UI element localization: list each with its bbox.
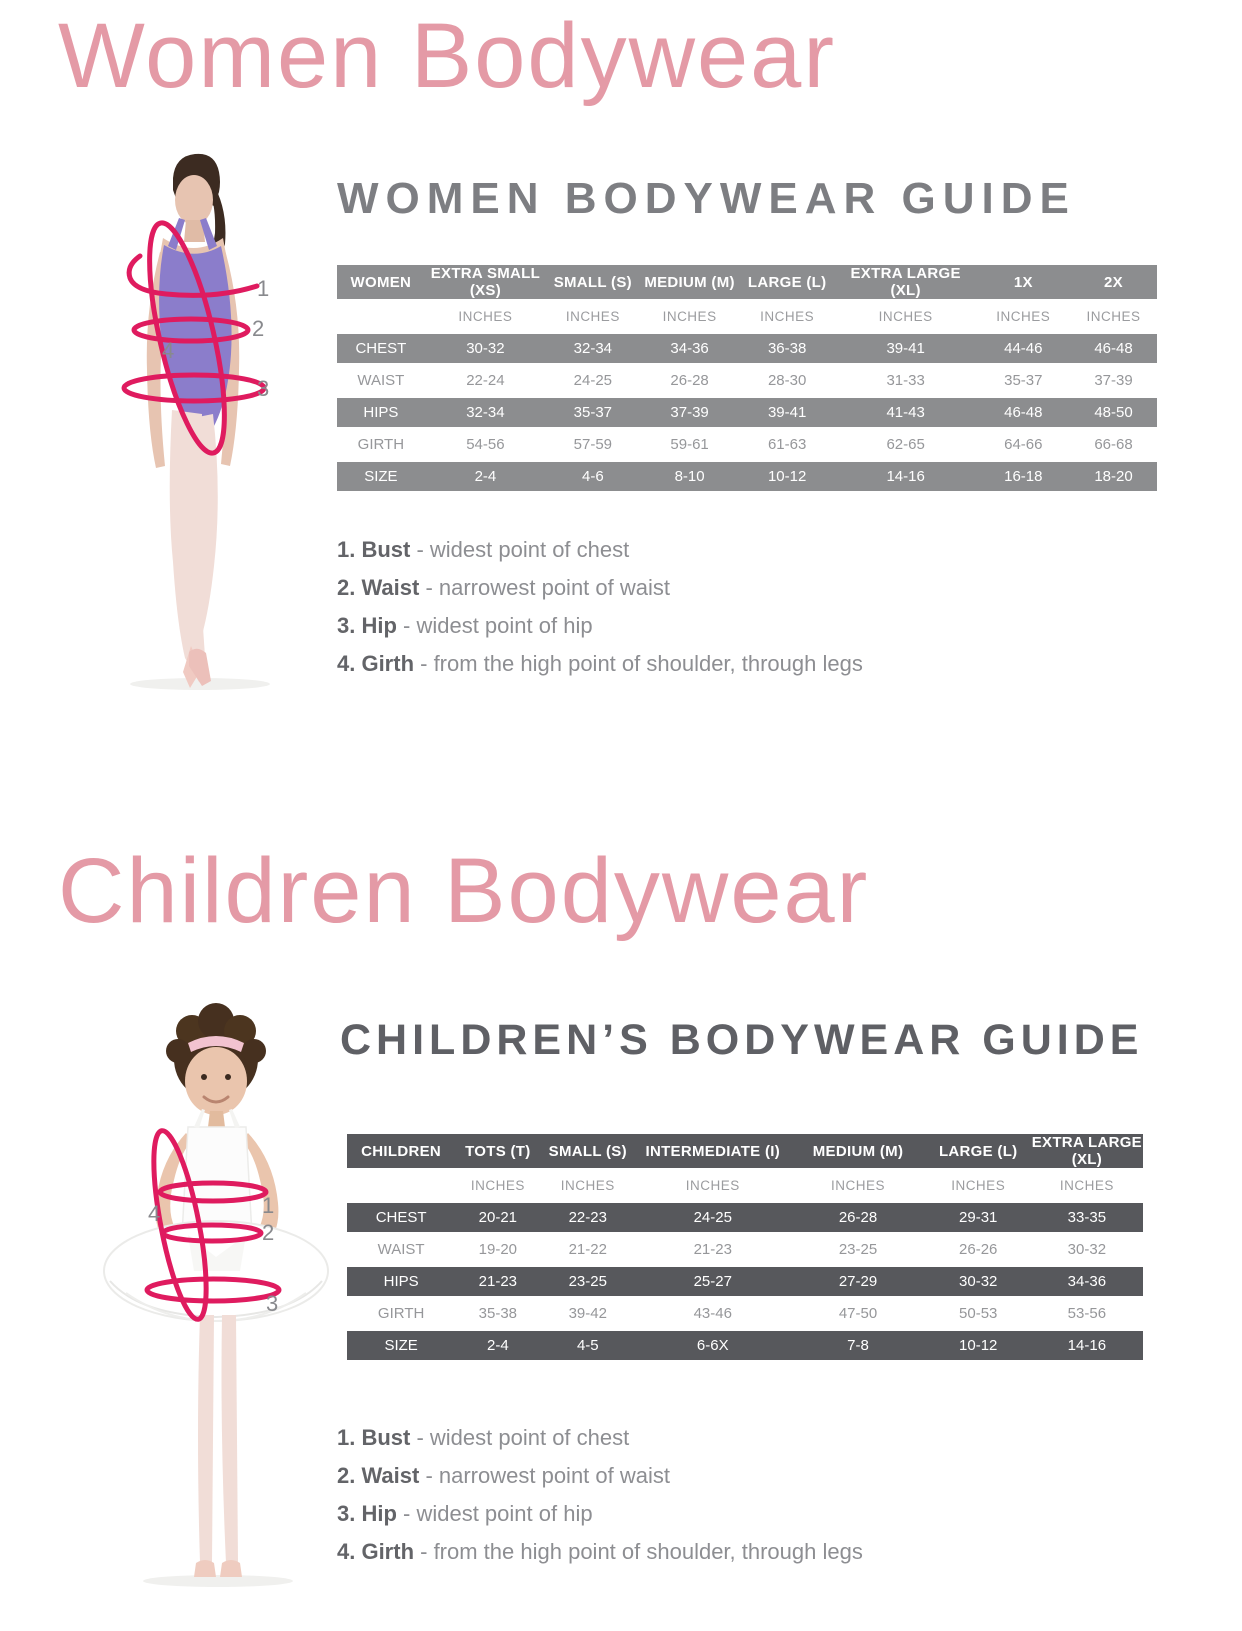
units-cell: INCHES: [635, 1171, 790, 1200]
units-cell: INCHES: [455, 1171, 540, 1200]
note-desc: - narrowest point of waist: [419, 575, 670, 600]
note-desc: - widest point of hip: [396, 613, 593, 638]
size-cell: 30-32: [926, 1267, 1031, 1296]
size-cell: 21-23: [635, 1235, 790, 1264]
size-cell: 29-31: [926, 1203, 1031, 1232]
size-cell: 64-66: [977, 430, 1070, 459]
size-cell: 33-35: [1031, 1203, 1143, 1232]
measurement-note: [337, 1426, 863, 1449]
column-header: LARGE (L): [926, 1134, 1031, 1168]
column-header: MEDIUM (M): [640, 265, 740, 299]
size-cell: 34-36: [1031, 1267, 1143, 1296]
size-cell: 14-16: [835, 462, 977, 491]
measurement-row: [337, 366, 1157, 395]
note-term: 3. Hip: [337, 613, 397, 638]
measurement-note: [337, 1464, 863, 1487]
units-cell: INCHES: [790, 1171, 925, 1200]
column-header: CHILDREN: [347, 1134, 455, 1168]
size-cell: 36-38: [740, 334, 835, 363]
women-measurement-photo: [60, 148, 322, 693]
row-label: HIPS: [347, 1267, 455, 1296]
note-desc: - widest point of hip: [396, 1501, 593, 1526]
size-cell: 46-48: [977, 398, 1070, 427]
measurement-marker-3: 3: [266, 1291, 279, 1316]
size-cell: 26-28: [640, 366, 740, 395]
row-label: CHEST: [337, 334, 425, 363]
note-term: 4. Girth: [337, 651, 415, 676]
measurement-marker-2: 2: [262, 1220, 275, 1245]
note-desc: - from the high point of shoulder, through legs: [414, 651, 863, 676]
note-term: 2. Waist: [337, 575, 420, 600]
column-header: 1X: [977, 265, 1070, 299]
size-cell: 27-29: [790, 1267, 925, 1296]
measurement-marker-2: 2: [252, 316, 265, 341]
note-term: 4. Girth: [337, 1539, 415, 1564]
table-header-row: [337, 265, 1157, 299]
size-cell: 37-39: [1070, 366, 1157, 395]
children-section-heading: Children Bodywear: [58, 840, 870, 942]
size-cell: 53-56: [1031, 1299, 1143, 1328]
size-cell: 28-30: [740, 366, 835, 395]
size-cell: 18-20: [1070, 462, 1157, 491]
size-cell: 24-25: [635, 1203, 790, 1232]
women-size-table: [337, 262, 1157, 494]
note-term: 1. Bust: [337, 537, 411, 562]
size-cell: 21-22: [540, 1235, 635, 1264]
size-cell: 19-20: [455, 1235, 540, 1264]
row-label: GIRTH: [347, 1299, 455, 1328]
column-header: 2X: [1070, 265, 1157, 299]
measurement-row: [337, 334, 1157, 363]
column-header: WOMEN: [337, 265, 425, 299]
children-size-table: [347, 1131, 1143, 1363]
size-cell: 8-10: [640, 462, 740, 491]
size-cell: 2-4: [455, 1331, 540, 1360]
units-cell: INCHES: [1031, 1171, 1143, 1200]
women-measurement-notes: [337, 538, 863, 690]
column-header: MEDIUM (M): [790, 1134, 925, 1168]
note-term: 1. Bust: [337, 1425, 411, 1450]
column-header: INTERMEDIATE (I): [635, 1134, 790, 1168]
row-label: WAIST: [347, 1235, 455, 1264]
size-cell: 35-38: [455, 1299, 540, 1328]
floor-shadow: [143, 1575, 293, 1587]
measurement-note: [337, 1502, 863, 1525]
size-cell: 41-43: [835, 398, 977, 427]
size-cell: 26-26: [926, 1235, 1031, 1264]
size-cell: 39-42: [540, 1299, 635, 1328]
size-cell: 66-68: [1070, 430, 1157, 459]
size-cell: 23-25: [540, 1267, 635, 1296]
column-header: EXTRA SMALL (XS): [425, 265, 546, 299]
measurement-note: [337, 538, 863, 561]
measurement-note: [337, 576, 863, 599]
measurement-marker-1: 1: [262, 1193, 275, 1218]
column-header: SMALL (S): [540, 1134, 635, 1168]
row-label: SIZE: [347, 1331, 455, 1360]
size-cell: 23-25: [790, 1235, 925, 1264]
column-header: TOTS (T): [455, 1134, 540, 1168]
size-guide-table: [337, 262, 1157, 494]
size-cell: 46-48: [1070, 334, 1157, 363]
size-cell: 24-25: [546, 366, 639, 395]
children-measurement-photo: [100, 985, 335, 1590]
size-cell: 35-37: [546, 398, 639, 427]
units-cell: INCHES: [926, 1171, 1031, 1200]
size-cell: 4-6: [546, 462, 639, 491]
column-header: LARGE (L): [740, 265, 835, 299]
note-term: 2. Waist: [337, 1463, 420, 1488]
measurement-row: [347, 1235, 1143, 1264]
size-cell: 31-33: [835, 366, 977, 395]
size-cell: 22-23: [540, 1203, 635, 1232]
women-section-heading: Women Bodywear: [58, 5, 836, 107]
column-header: SMALL (S): [546, 265, 639, 299]
size-cell: 10-12: [926, 1331, 1031, 1360]
note-term: 3. Hip: [337, 1501, 397, 1526]
units-cell: INCHES: [546, 302, 639, 331]
row-label: SIZE: [337, 462, 425, 491]
size-cell: 62-65: [835, 430, 977, 459]
size-cell: 10-12: [740, 462, 835, 491]
row-label: CHEST: [347, 1203, 455, 1232]
size-cell: 34-36: [640, 334, 740, 363]
measurement-marker-4: 4: [148, 1201, 161, 1226]
units-cell: INCHES: [835, 302, 977, 331]
measurement-marker-1: 1: [257, 276, 270, 301]
measurement-row: [337, 398, 1157, 427]
size-cell: 44-46: [977, 334, 1070, 363]
table-header-row: [347, 1134, 1143, 1168]
units-row: [347, 1171, 1143, 1200]
row-label: HIPS: [337, 398, 425, 427]
size-cell: 2-4: [425, 462, 546, 491]
size-cell: 35-37: [977, 366, 1070, 395]
size-cell: 25-27: [635, 1267, 790, 1296]
note-desc: - from the high point of shoulder, through legs: [414, 1539, 863, 1564]
size-cell: 39-41: [835, 334, 977, 363]
size-cell: 57-59: [546, 430, 639, 459]
size-cell: 32-34: [425, 398, 546, 427]
size-cell: 16-18: [977, 462, 1070, 491]
note-desc: - narrowest point of waist: [419, 1463, 670, 1488]
size-cell: 37-39: [640, 398, 740, 427]
measurement-marker-3: 3: [257, 376, 270, 401]
children-guide-title: CHILDREN’S BODYWEAR GUIDE: [340, 1016, 1144, 1064]
size-cell: 43-46: [635, 1299, 790, 1328]
note-desc: - widest point of chest: [410, 1425, 630, 1450]
measurement-note: [337, 1540, 863, 1563]
size-cell: 59-61: [640, 430, 740, 459]
units-cell: INCHES: [425, 302, 546, 331]
units-spacer: [347, 1171, 455, 1200]
measurement-note: [337, 614, 863, 637]
units-cell: INCHES: [977, 302, 1070, 331]
measurement-marker-4: 4: [162, 338, 175, 363]
row-label: GIRTH: [337, 430, 425, 459]
size-cell: 26-28: [790, 1203, 925, 1232]
size-cell: 22-24: [425, 366, 546, 395]
note-desc: - widest point of chest: [410, 537, 630, 562]
measurement-row: [347, 1299, 1143, 1328]
size-guide-table: [347, 1131, 1143, 1363]
measurement-row: [347, 1331, 1143, 1360]
units-cell: INCHES: [1070, 302, 1157, 331]
units-cell: INCHES: [740, 302, 835, 331]
measurement-row: [337, 430, 1157, 459]
units-cell: INCHES: [540, 1171, 635, 1200]
children-measurement-notes: [337, 1426, 863, 1578]
size-cell: 47-50: [790, 1299, 925, 1328]
size-cell: 21-23: [455, 1267, 540, 1296]
size-cell: 30-32: [425, 334, 546, 363]
units-spacer: [337, 302, 425, 331]
size-cell: 32-34: [546, 334, 639, 363]
size-cell: 50-53: [926, 1299, 1031, 1328]
size-cell: 14-16: [1031, 1331, 1143, 1360]
size-cell: 4-5: [540, 1331, 635, 1360]
column-header: EXTRA LARGE (XL): [1031, 1134, 1142, 1168]
size-cell: 61-63: [740, 430, 835, 459]
measurement-row: [337, 462, 1157, 491]
column-header: EXTRA LARGE (XL): [835, 265, 977, 299]
size-cell: 20-21: [455, 1203, 540, 1232]
size-cell: 48-50: [1070, 398, 1157, 427]
size-cell: 54-56: [425, 430, 546, 459]
size-cell: 7-8: [790, 1331, 925, 1360]
size-cell: 6-6X: [635, 1331, 790, 1360]
row-label: WAIST: [337, 366, 425, 395]
measurement-row: [347, 1267, 1143, 1296]
size-cell: 39-41: [740, 398, 835, 427]
size-cell: 30-32: [1031, 1235, 1143, 1264]
measurement-note: [337, 652, 863, 675]
measurement-row: [347, 1203, 1143, 1232]
units-cell: INCHES: [640, 302, 740, 331]
women-guide-title: WOMEN BODYWEAR GUIDE: [337, 174, 1076, 223]
units-row: [337, 302, 1157, 331]
